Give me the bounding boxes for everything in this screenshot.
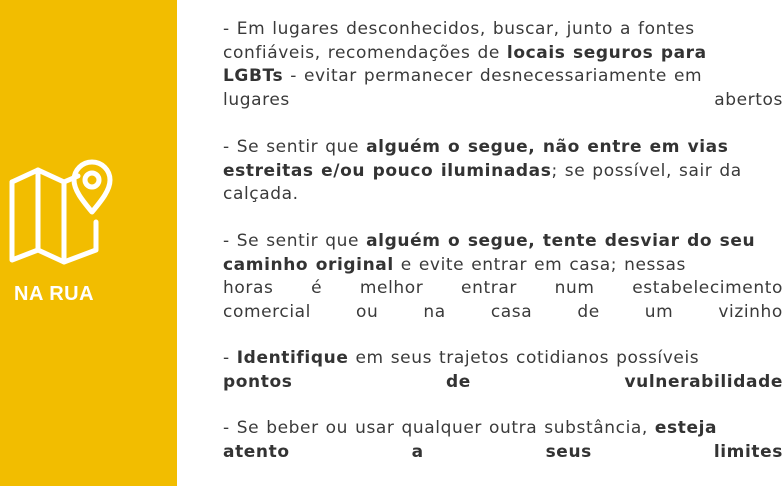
p1-word: lugares bbox=[223, 89, 290, 110]
p5-word: seus bbox=[545, 441, 592, 462]
p3-line-3 bbox=[223, 277, 783, 301]
p5-word: atento bbox=[223, 441, 290, 462]
p5-line-1-text: - Se beber ou usar qualquer outra substância, bbox=[223, 418, 655, 438]
p5-line-2 bbox=[223, 441, 783, 465]
p4-line-1-dash: - bbox=[223, 348, 237, 368]
p5-word: limites bbox=[713, 441, 783, 462]
p3-line-2-text: e evite entrar em casa; nessas bbox=[393, 254, 686, 275]
p2-line-1-text: - Se sentir que bbox=[223, 137, 367, 157]
p3-line-1-text: - Se sentir que bbox=[223, 231, 367, 251]
p1-line-2-text: confiáveis, recomendações de bbox=[223, 42, 507, 63]
p4-line-2 bbox=[223, 371, 783, 395]
paragraph-3 bbox=[223, 230, 783, 324]
p4-line-1-bold: Identifique bbox=[236, 348, 349, 368]
p3-word: horas bbox=[223, 278, 274, 298]
p1-line-1: - Em lugares desconhecidos, buscar, junto a fontes bbox=[223, 19, 695, 39]
p3-line-2 bbox=[223, 254, 783, 278]
paragraph-1 bbox=[223, 18, 783, 112]
p2-line-1-bold: alguém o segue, não entre em vias bbox=[366, 137, 729, 157]
p2-line-2 bbox=[223, 160, 783, 184]
p5-line-1-bold: esteja bbox=[654, 418, 718, 438]
p2-line-2-text: ; se possível, sair da bbox=[551, 160, 742, 181]
p3-word: estabelecimento bbox=[632, 278, 783, 298]
p1-line-3 bbox=[223, 65, 783, 89]
p1-word: abertos bbox=[714, 89, 783, 110]
p3-word: é bbox=[311, 278, 323, 298]
p4-word: pontos bbox=[223, 371, 293, 392]
p1-line-2-bold: locais seguros para bbox=[506, 42, 707, 63]
p2-line-1 bbox=[223, 136, 783, 160]
paragraph-2 bbox=[223, 136, 783, 207]
sidebar bbox=[0, 0, 177, 486]
p3-word: ou bbox=[356, 301, 379, 322]
p2-line-3: calçada. bbox=[223, 184, 299, 204]
p3-word: casa bbox=[490, 301, 533, 322]
p3-word: um bbox=[644, 301, 674, 322]
p1-line-2 bbox=[223, 42, 783, 66]
paragraph-4 bbox=[223, 347, 783, 394]
p3-word: comercial bbox=[223, 301, 311, 322]
p3-word: entrar bbox=[461, 278, 517, 298]
p3-line-2-bold: caminho original bbox=[223, 254, 394, 275]
map-pin-icon bbox=[6, 160, 118, 270]
sidebar-label: NA RUA bbox=[14, 283, 95, 305]
p4-line-1 bbox=[223, 347, 783, 371]
p3-line-1-bold: alguém o segue, tente desviar do seu bbox=[366, 231, 756, 251]
paragraph-5 bbox=[223, 417, 783, 464]
p3-word: na bbox=[423, 301, 446, 322]
p5-line-1 bbox=[223, 417, 783, 441]
p1-line-3-text: - evitar permanecer desnecessariamente em bbox=[283, 66, 703, 86]
p3-line-1 bbox=[223, 230, 783, 254]
p4-line-1-text: em seus trajetos cotidianos possíveis bbox=[348, 348, 700, 368]
p5-word: a bbox=[411, 441, 424, 462]
content bbox=[223, 0, 783, 486]
p3-word: de bbox=[577, 301, 600, 322]
p3-line-4 bbox=[223, 301, 783, 325]
p3-word: melhor bbox=[359, 278, 424, 298]
p3-word: num bbox=[554, 278, 595, 298]
p1-line-4 bbox=[223, 89, 783, 113]
p4-word: de bbox=[446, 371, 471, 392]
p2-line-2-bold: estreitas e/ou pouco iluminadas bbox=[223, 160, 552, 181]
p3-word: vizinho bbox=[718, 301, 783, 322]
p4-word: vulnerabilidade bbox=[624, 371, 783, 392]
p1-line-3-bold: LGBTs bbox=[223, 66, 284, 86]
